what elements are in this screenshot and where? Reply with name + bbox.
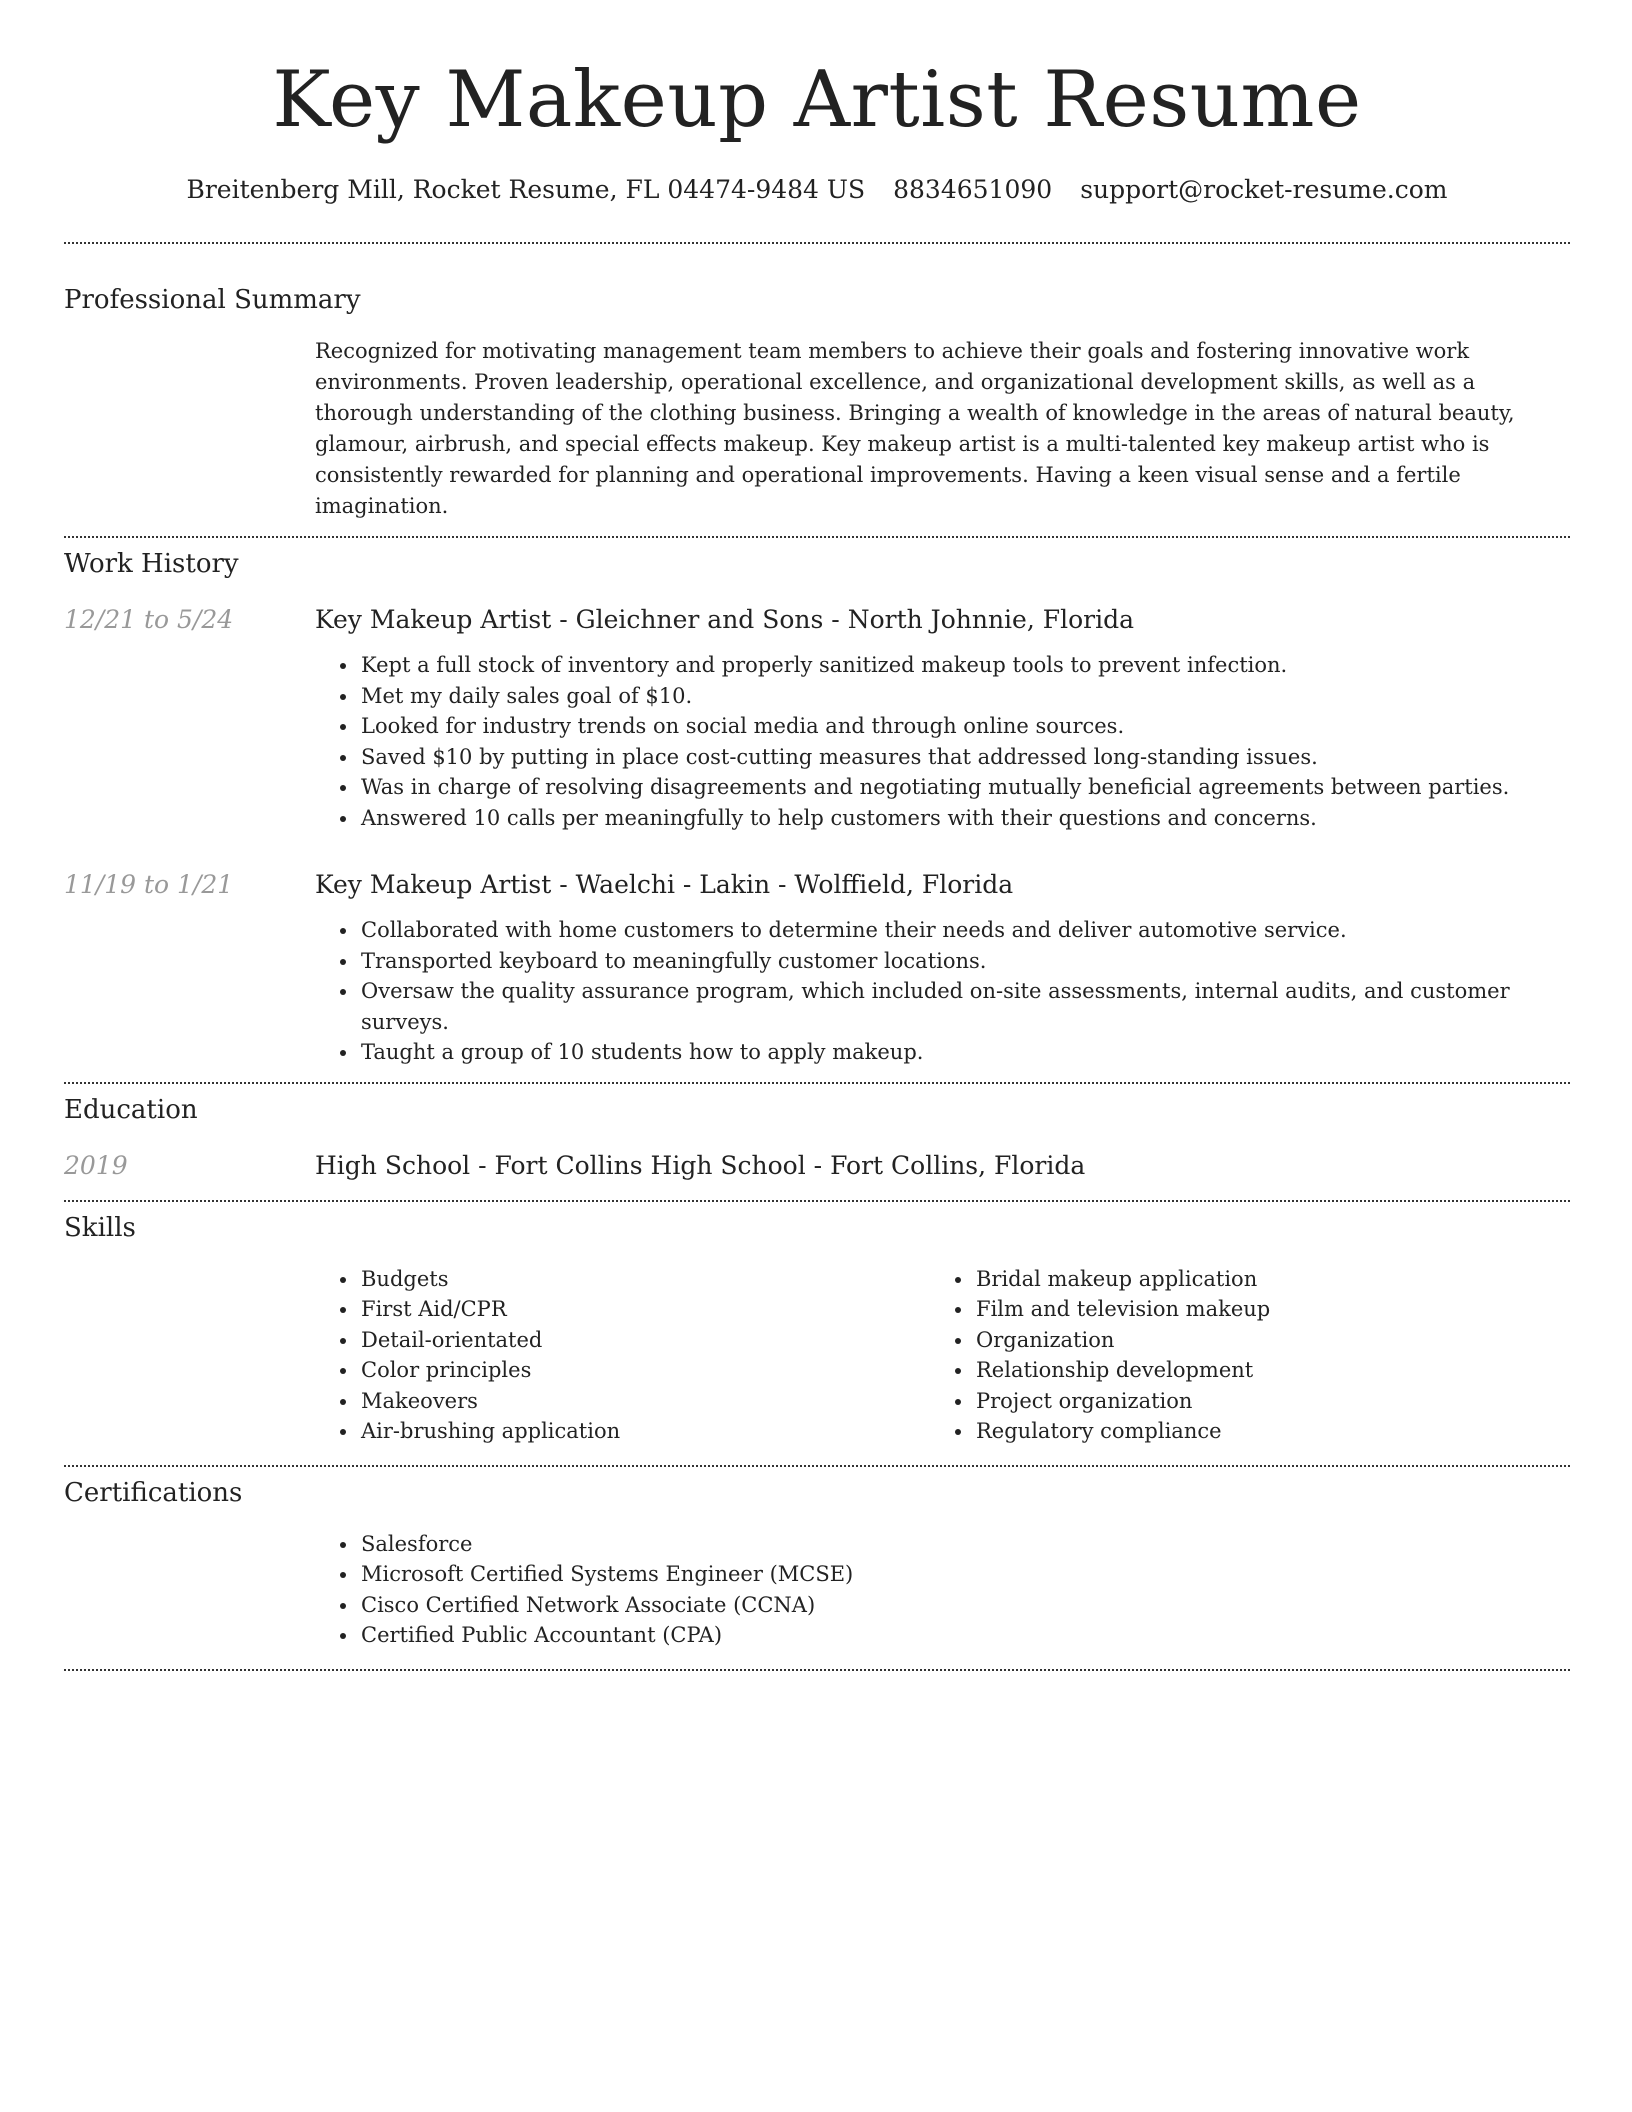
job-entry <box>64 604 1570 833</box>
job-bullets <box>315 915 1570 1068</box>
job-heading <box>315 869 1570 901</box>
section-heading-certifications: Certifications <box>64 1477 243 1508</box>
education-degree: High School <box>315 1150 471 1180</box>
skills-section <box>64 1202 1570 1447</box>
list-item: • Regulatory compliance <box>974 1416 1545 1447</box>
certifications-section <box>64 1467 1570 1651</box>
list-item: • Looked for industry trends on social media and through online sources. <box>359 711 1570 742</box>
job-bullets <box>315 650 1570 833</box>
section-heading-education: Education <box>64 1094 198 1125</box>
education-entry <box>64 1150 1570 1182</box>
list-item: • Was in charge of resolving disagreements and negotiating mutually beneficial agreements between parties. <box>359 772 1570 803</box>
list-item: • Color principles <box>359 1355 930 1386</box>
list-item: • Makeovers <box>359 1386 930 1417</box>
list-item: • Cisco Certified Network Associate (CCNA) <box>359 1590 1570 1621</box>
education-details: - Fort Collins High School - Fort Collins, Florida <box>470 1150 1086 1180</box>
job-details: - Waelchi - Lakin - Wolffield, Florida <box>551 870 1014 899</box>
contact-address: Breitenberg Mill, Rocket Resume, FL 04474-9484 US <box>186 175 866 204</box>
list-item: • Oversaw the quality assurance program, which included on-site assessments, internal audits, and customer surveys. <box>359 976 1570 1037</box>
section-heading-skills: Skills <box>64 1212 136 1243</box>
resume-title: Key Makeup Artist Resume <box>272 55 1362 145</box>
list-item: • Met my daily sales goal of $10. <box>359 681 1570 712</box>
list-item: • Certified Public Accountant (CPA) <box>359 1620 1570 1651</box>
list-item: • Salesforce <box>359 1529 1570 1560</box>
job-dates: 11/19 to 1/21 <box>64 870 234 899</box>
resume-page <box>64 0 1570 1671</box>
list-item: • Film and television makeup <box>974 1294 1545 1325</box>
list-item: • First Aid/CPR <box>359 1294 930 1325</box>
certifications-list <box>315 1529 1570 1651</box>
list-item: • Collaborated with home customers to determine their needs and deliver automotive service. <box>359 915 1570 946</box>
list-item: • Microsoft Certified Systems Engineer (MCSE) <box>359 1559 1570 1590</box>
section-heading-summary: Professional Summary <box>64 285 361 315</box>
summary-text: Recognized for motivating management team members to achieve their goals and fostering innovative work environments. Proven leadership, operational excellence, and organizational development skills, as well as a thorough understanding of the clothing business. Bringing a wealth of knowledge in the areas of natural beauty, glamour, airbrush, and special effects makeup. Key makeup artist is a multi-talented key makeup artist who is consistently rewarded for planning and operational improvements. Having a keen visual sense and a fertile imagination. <box>315 339 1515 518</box>
contact-phone: 8834651090 <box>893 175 1053 204</box>
job-entry <box>64 869 1570 1068</box>
divider <box>64 1669 1570 1671</box>
list-item: • Organization <box>974 1325 1545 1356</box>
list-item: • Bridal makeup application <box>974 1264 1545 1295</box>
list-item: • Relationship development <box>974 1355 1545 1386</box>
list-item: • Answered 10 calls per meaningfully to help customers with their questions and concerns. <box>359 803 1570 834</box>
list-item: • Transported keyboard to meaningfully customer locations. <box>359 946 1570 977</box>
education-heading <box>315 1150 1570 1182</box>
list-item: • Detail-orientated <box>359 1325 930 1356</box>
list-item: • Project organization <box>974 1386 1545 1417</box>
work-history-section <box>64 538 1570 1068</box>
skills-list-left <box>315 1264 930 1447</box>
contact-email: support@rocket-resume.com <box>1080 175 1448 204</box>
job-heading <box>315 604 1570 636</box>
job-title: Key Makeup Artist <box>315 605 552 634</box>
list-item: • Saved $10 by putting in place cost-cutting measures that addressed long-standing issues. <box>359 742 1570 773</box>
education-year: 2019 <box>64 1150 128 1180</box>
job-details: - Gleichner and Sons - North Johnnie, Florida <box>551 605 1134 634</box>
section-heading-work-history: Work History <box>64 549 239 579</box>
contact-line <box>64 174 1570 206</box>
summary-section <box>64 244 1570 522</box>
list-item: • Taught a group of 10 students how to apply makeup. <box>359 1037 1570 1068</box>
list-item: • Kept a full stock of inventory and properly sanitized makeup tools to prevent infection. <box>359 650 1570 681</box>
job-dates: 12/21 to 5/24 <box>64 605 234 634</box>
list-item: • Budgets <box>359 1264 930 1295</box>
education-section <box>64 1084 1570 1182</box>
list-item: • Air-brushing application <box>359 1416 930 1447</box>
job-title: Key Makeup Artist <box>315 870 552 899</box>
skills-list-right <box>930 1264 1545 1447</box>
